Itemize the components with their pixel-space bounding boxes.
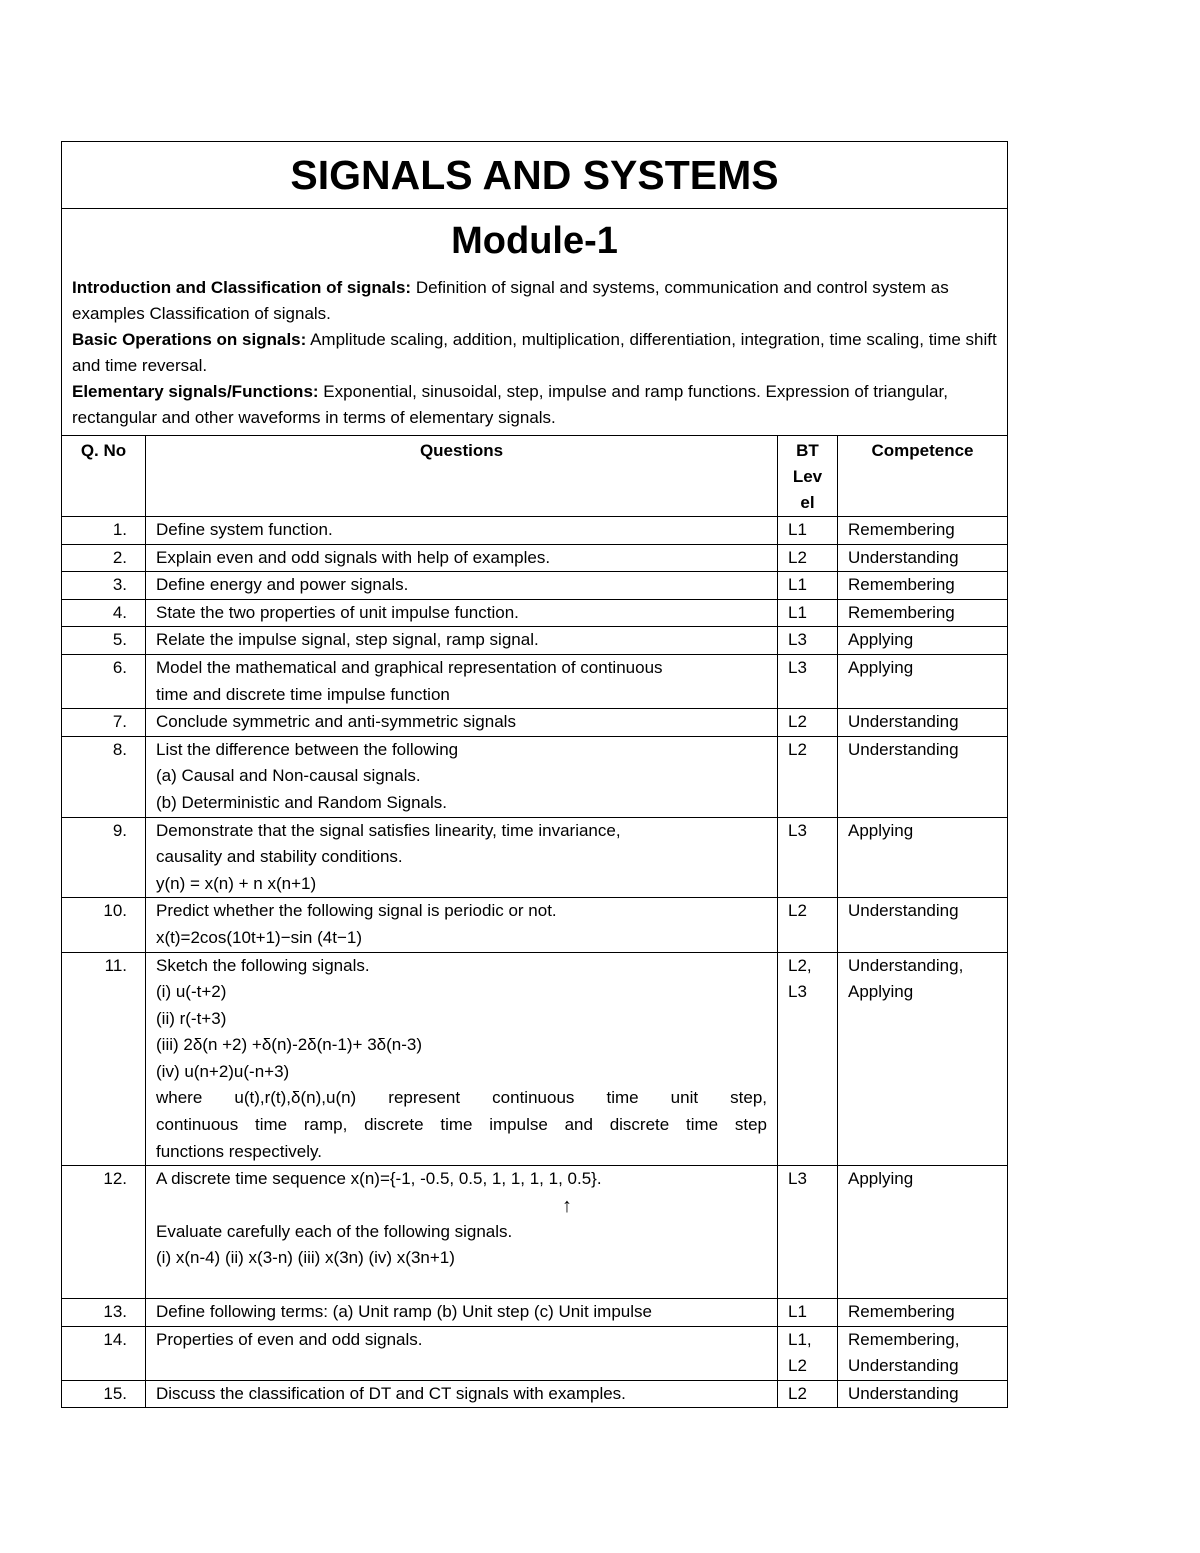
- table-row: [62, 654, 1008, 708]
- question-number: 12.: [62, 1166, 146, 1299]
- question-number: 1.: [62, 517, 146, 545]
- bt-level: L3: [778, 654, 838, 708]
- arrow-up-icon: ↑: [562, 1194, 572, 1217]
- table-row: [62, 517, 1008, 545]
- question-line: Define system function.: [156, 520, 333, 539]
- question-number: 15.: [62, 1380, 146, 1408]
- document-title: SIGNALS AND SYSTEMS: [62, 142, 1008, 209]
- question-number: 3.: [62, 572, 146, 600]
- question-line: State the two properties of unit impulse function.: [156, 602, 519, 622]
- syllabus-basic-operations: Basic Operations on signals: Amplitude scaling, addition, multiplication, differentiation, integration, time scaling, time shift and time reversal.: [72, 330, 997, 375]
- bt-level: L2: [778, 736, 838, 817]
- competence: Understanding: [838, 736, 1008, 817]
- table-row: [62, 817, 1008, 898]
- competence: Applying: [838, 1166, 1008, 1299]
- bt-level: L2: [778, 544, 838, 572]
- question-line: Define following terms: (a) Unit ramp (b) Unit step (c) Unit impulse: [156, 1302, 652, 1322]
- question-text: [146, 1166, 778, 1299]
- module-title: Module-1: [451, 220, 618, 262]
- competence: Understanding: [838, 898, 1008, 952]
- bt-level: L2, L3: [778, 952, 838, 1166]
- question-line: Demonstrate that the signal satisfies linearity, time invariance,: [156, 820, 621, 840]
- question-line: (a) Causal and Non-causal signals.: [156, 766, 421, 786]
- table-row: [62, 599, 1008, 627]
- bt-level: L1, L2: [778, 1326, 838, 1380]
- question-table: [61, 141, 1008, 1408]
- bt-level: L2: [778, 898, 838, 952]
- question-line: Model the mathematical and graphical representation of continuous: [156, 657, 663, 677]
- competence: Understanding: [838, 709, 1008, 737]
- question-line: (b) Deterministic and Random Signals.: [156, 792, 448, 812]
- question-line: functions respectively.: [156, 1141, 322, 1161]
- bt-level: L3: [778, 817, 838, 898]
- question-text: [146, 1380, 778, 1408]
- question-line: x(t)=2cos(10t+1)−sin (4t−1): [156, 927, 362, 947]
- table-row: [62, 736, 1008, 817]
- table-row: [62, 627, 1008, 655]
- question-number: 13.: [62, 1299, 146, 1327]
- question-line: (i) u(-t+2): [156, 982, 227, 1002]
- module-syllabus-cell: [62, 209, 1008, 436]
- competence: Applying: [838, 817, 1008, 898]
- table-row: [62, 544, 1008, 572]
- syllabus-elementary-signals: Elementary signals/Functions: Exponential, sinusoidal, step, impulse and ramp functions. Expression of triangular, rectangular and other waveforms in terms of elementary signals.: [72, 382, 948, 427]
- question-text: [146, 544, 778, 572]
- question-number: 8.: [62, 736, 146, 817]
- competence: Remembering: [838, 599, 1008, 627]
- question-line: (iii) 2δ(n +2) +δ(n)-2δ(n-1)+ 3δ(n-3): [156, 1035, 422, 1055]
- question-line: (i) x(n-4) (ii) x(3-n) (iii) x(3n) (iv) x(3n+1): [156, 1248, 455, 1268]
- table-row: [62, 1380, 1008, 1408]
- question-number: 2.: [62, 544, 146, 572]
- table-row: [62, 1299, 1008, 1327]
- table-row: [62, 1166, 1008, 1299]
- bt-level: L1: [778, 517, 838, 545]
- question-line: Evaluate carefully each of the following signals.: [156, 1221, 513, 1241]
- question-line: Sketch the following signals.: [156, 955, 370, 975]
- question-bank-sheet: [61, 141, 1007, 1408]
- question-text: [146, 572, 778, 600]
- question-text: [146, 1299, 778, 1327]
- question-line: continuous time ramp, discrete time impulse and discrete time step: [156, 1115, 767, 1135]
- bt-level: L3: [778, 1166, 838, 1299]
- question-line: Explain even and odd signals with help of examples.: [156, 547, 551, 567]
- question-number: 4.: [62, 599, 146, 627]
- question-line: A discrete time sequence x(n)={-1, -0.5, 0.5, 1, 1, 1, 1, 0.5}.: [156, 1169, 602, 1189]
- question-text: [146, 817, 778, 898]
- question-number: 5.: [62, 627, 146, 655]
- question-line: List the difference between the following: [156, 739, 459, 759]
- question-text: [146, 736, 778, 817]
- table-row: [62, 709, 1008, 737]
- bt-level: L2: [778, 1380, 838, 1408]
- bt-level: L1: [778, 1299, 838, 1327]
- competence: Remembering: [838, 517, 1008, 545]
- question-line: Predict whether the following signal is periodic or not.: [156, 901, 557, 921]
- header-qno: Q. No: [62, 436, 146, 517]
- competence: Understanding: [838, 1380, 1008, 1408]
- table-row: [62, 1326, 1008, 1380]
- question-line: Define energy and power signals.: [156, 575, 409, 595]
- question-number: 14.: [62, 1326, 146, 1380]
- question-text: [146, 517, 778, 545]
- question-number: 6.: [62, 654, 146, 708]
- question-text: [146, 709, 778, 737]
- question-line: Conclude symmetric and anti-symmetric signals: [156, 712, 516, 732]
- question-number: 7.: [62, 709, 146, 737]
- question-line: y(n) = x(n) + n x(n+1): [156, 873, 317, 893]
- competence: Remembering, Understanding: [838, 1326, 1008, 1380]
- question-line: Discuss the classification of DT and CT signals with examples.: [156, 1383, 626, 1403]
- competence: Remembering: [838, 572, 1008, 600]
- question-line: Properties of even and odd signals.: [156, 1329, 423, 1349]
- question-line: (ii) r(-t+3): [156, 1008, 227, 1028]
- bt-level: L1: [778, 599, 838, 627]
- header-competence: Competence: [838, 436, 1008, 517]
- bt-level: L2: [778, 709, 838, 737]
- question-text: [146, 1326, 778, 1380]
- table-row: [62, 952, 1008, 1166]
- competence: Remembering: [838, 1299, 1008, 1327]
- question-text: [146, 599, 778, 627]
- header-bt-level: BT Lev el: [778, 436, 838, 517]
- question-text: [146, 654, 778, 708]
- question-line: Relate the impulse signal, step signal, ramp signal.: [156, 630, 539, 650]
- question-text: [146, 952, 778, 1166]
- question-number: 10.: [62, 898, 146, 952]
- question-number: 11.: [62, 952, 146, 1166]
- competence: Understanding: [838, 544, 1008, 572]
- bt-level: L3: [778, 627, 838, 655]
- question-line: (iv) u(n+2)u(-n+3): [156, 1061, 290, 1081]
- question-number: 9.: [62, 817, 146, 898]
- bt-level: L1: [778, 572, 838, 600]
- question-line: where u(t),r(t),δ(n),u(n) represent continuous time unit step,: [156, 1088, 767, 1108]
- question-text: [146, 627, 778, 655]
- competence: Applying: [838, 654, 1008, 708]
- competence: Applying: [838, 627, 1008, 655]
- question-line: time and discrete time impulse function: [156, 684, 450, 704]
- table-row: [62, 572, 1008, 600]
- table-row: [62, 898, 1008, 952]
- competence: Understanding, Applying: [838, 952, 1008, 1166]
- question-text: [146, 898, 778, 952]
- question-line: causality and stability conditions.: [156, 847, 403, 867]
- syllabus-intro: Introduction and Classification of signals: Definition of signal and systems, communication and control system as examples Classification of signals.: [72, 278, 949, 323]
- header-questions: Questions: [146, 436, 778, 517]
- table-header-row: [62, 436, 1008, 517]
